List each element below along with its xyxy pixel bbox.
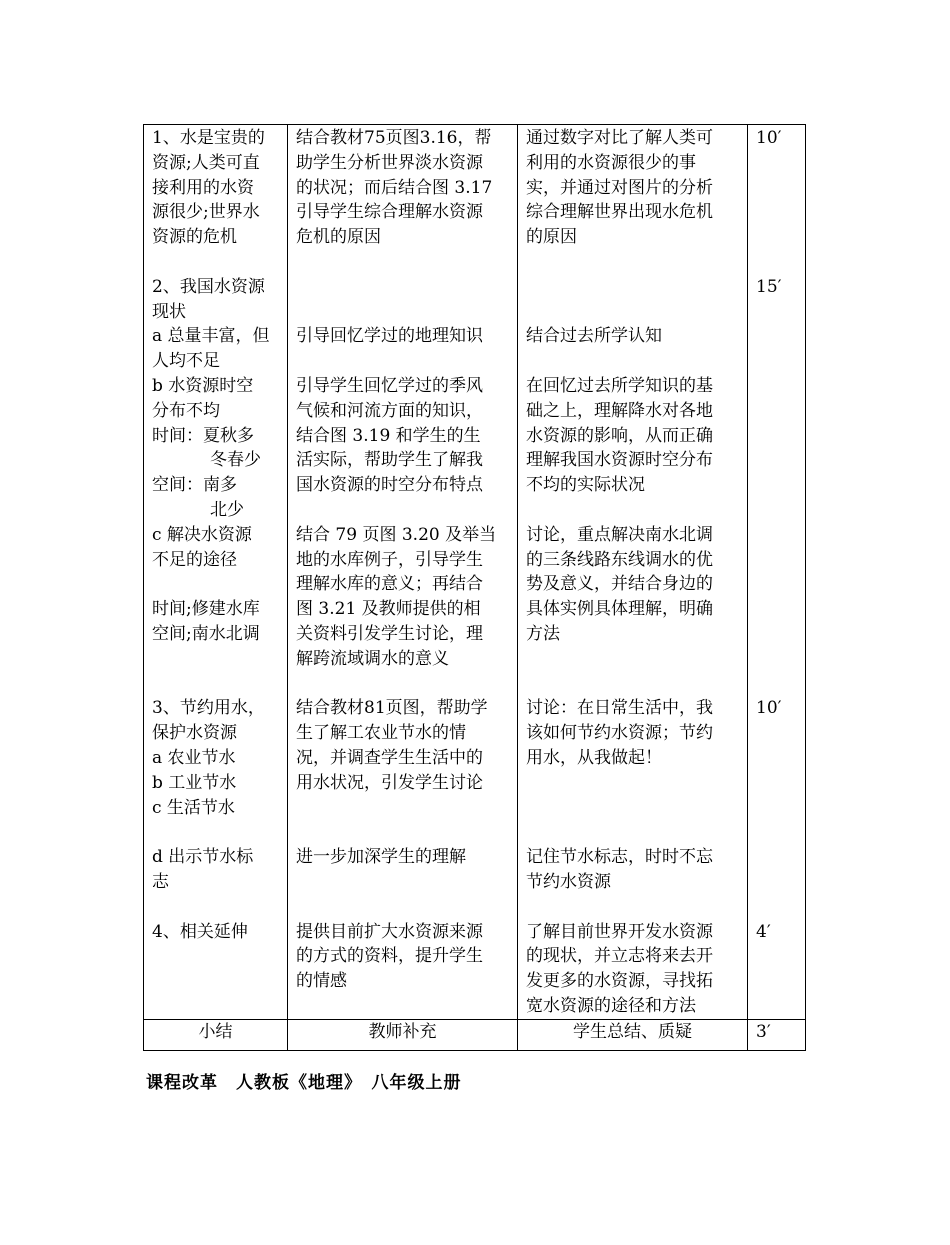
cell-line: 引导学生综合理解水资源 — [296, 202, 483, 223]
cell-line: 空间：南多 — [152, 475, 237, 496]
cell-line — [756, 349, 797, 374]
summary-time: 3′ — [748, 1019, 806, 1050]
cell-line — [756, 200, 797, 225]
cell-line: 生了解工农业节水的情 — [296, 723, 466, 744]
cell-line — [756, 820, 797, 845]
cell-line — [296, 300, 509, 325]
cell-line: 3、节约用水， — [152, 698, 265, 719]
cell-line: 15′ — [756, 276, 782, 297]
student-summary: 学生总结、质疑 — [518, 1019, 748, 1050]
cell-line: 的情感 — [296, 971, 347, 992]
cell-line: 结合 79 页图 3.20 及举当 — [296, 524, 497, 545]
cell-line — [756, 250, 797, 275]
cell-line: 理解水库的意义；再结合 — [296, 574, 483, 595]
table-row — [144, 125, 806, 1020]
cell-line — [526, 300, 739, 325]
footer-course-title: 课程改革 人教板《地理》 八年级上册 — [146, 1073, 462, 1093]
cell-line: 地的水库例子，引导学生 — [296, 549, 483, 570]
cell-line — [756, 597, 797, 622]
cell-line: 志 — [152, 871, 169, 892]
cell-line: 方法 — [526, 623, 560, 644]
cell-line: 接利用的水资 — [152, 177, 254, 198]
cell-line: 的三条线路东线调水的优 — [526, 549, 713, 570]
cell-line: 气候和河流方面的知识， — [296, 400, 483, 421]
cell-line: 助学生分析世界淡水资源 — [296, 152, 483, 173]
cell-line: 讨论，重点解决南水北调 — [526, 524, 713, 545]
cell-line — [152, 572, 279, 597]
summary-row — [144, 1019, 806, 1050]
cell-line — [526, 349, 739, 374]
cell-line — [756, 399, 797, 424]
cell-line: 引导学生回忆学过的季风 — [296, 375, 483, 396]
cell-line — [296, 275, 509, 300]
cell-line: 空间;南水北调 — [152, 623, 260, 644]
cell-line: 宽水资源的途径和方法 — [526, 995, 696, 1016]
cell-line — [756, 647, 797, 672]
cell-line: 结合教材75页图3.16，帮 — [296, 128, 492, 148]
cell-line — [152, 250, 279, 275]
cell-line — [296, 820, 509, 845]
cell-line — [756, 448, 797, 473]
cell-line: 冬春少 — [210, 450, 261, 471]
cell-line — [756, 870, 797, 895]
cell-line — [296, 796, 509, 821]
cell-line: 10′ — [756, 128, 782, 148]
cell-line — [756, 845, 797, 870]
cell-line: 础之上，理解降水对各地 — [526, 400, 713, 421]
cell-line — [756, 771, 797, 796]
cell-line — [526, 771, 739, 796]
cell-line: 通过数字对比了解人类可 — [526, 128, 713, 148]
cell-line — [756, 498, 797, 523]
cell-line — [756, 895, 797, 920]
cell-line: a 总量丰富，但 — [152, 326, 270, 347]
cell-line — [526, 672, 739, 697]
cell-line: c 解决水资源 — [152, 524, 252, 545]
cell-line: 用水状况，引发学生讨论 — [296, 772, 483, 793]
cell-line: 分布不均 — [152, 400, 220, 421]
cell-line: 利用的水资源很少的事 — [526, 152, 696, 173]
cell-line: b 工业节水 — [152, 772, 237, 793]
cell-line: 引导回忆学过的地理知识 — [296, 326, 483, 347]
teacher-activity-column — [288, 125, 518, 1020]
cell-line: 现状 — [152, 301, 186, 322]
cell-line: 国水资源的时空分布特点 — [296, 475, 483, 496]
cell-line — [526, 250, 739, 275]
cell-line: 综合理解世界出现水危机 — [526, 202, 713, 223]
cell-line: 提供目前扩大水资源来源 — [296, 921, 483, 942]
cell-line — [756, 151, 797, 176]
cell-line — [756, 374, 797, 399]
time-column — [748, 125, 806, 1020]
cell-line: 活实际，帮助学生了解我 — [296, 450, 483, 471]
cell-line: 时间;修建水库 — [152, 599, 260, 620]
cell-line: 2、我国水资源 — [152, 276, 265, 297]
cell-line: 理解我国水资源时空分布 — [526, 450, 713, 471]
cell-line — [756, 622, 797, 647]
student-activity-column — [518, 125, 748, 1020]
lesson-plan-table — [143, 124, 806, 1051]
cell-line — [756, 672, 797, 697]
cell-line: 资源;人类可直 — [152, 152, 260, 173]
cell-line — [296, 349, 509, 374]
cell-line: 人均不足 — [152, 351, 220, 372]
cell-line: 危机的原因 — [296, 227, 381, 248]
cell-line: 了解目前世界开发水资源 — [526, 921, 713, 942]
cell-line: 保护水资源 — [152, 723, 237, 744]
cell-line — [526, 647, 739, 672]
teacher-supplement: 教师补充 — [288, 1019, 518, 1050]
cell-line — [152, 647, 279, 672]
cell-line — [152, 895, 279, 920]
cell-line — [526, 796, 739, 821]
cell-line: 势及意义，并结合身边的 — [526, 574, 713, 595]
cell-line: 记住节水标志，时时不忘 — [526, 847, 713, 868]
cell-line: c 生活节水 — [152, 797, 235, 818]
cell-line — [296, 250, 509, 275]
cell-line — [756, 176, 797, 201]
cell-line: 的现状，并立志将来去开 — [526, 946, 713, 967]
cell-line: 讨论：在日常生活中，我 — [526, 698, 713, 719]
cell-line — [296, 498, 509, 523]
cell-line: 况，并调查学生生活中的 — [296, 747, 483, 768]
cell-line: 用水，从我做起！ — [526, 747, 662, 768]
cell-line: 进一步加深学生的理解 — [296, 847, 466, 868]
cell-line: 在回忆过去所学知识的基 — [526, 375, 713, 396]
cell-line: 结合图 3.19 和学生的生 — [296, 425, 481, 446]
cell-line: 不均的实际状况 — [526, 475, 645, 496]
summary-label: 小结 — [144, 1019, 288, 1050]
cell-line: 节约水资源 — [526, 871, 611, 892]
cell-line — [756, 523, 797, 548]
cell-line: 实，并通过对图片的分析 — [526, 177, 713, 198]
cell-line — [526, 895, 739, 920]
cell-line — [756, 746, 797, 771]
cell-line: 的方式的资料，提升学生 — [296, 946, 483, 967]
cell-line — [756, 548, 797, 573]
cell-line — [756, 424, 797, 449]
cell-line: 源很少;世界水 — [152, 202, 260, 223]
cell-line — [756, 796, 797, 821]
cell-line: 1、水是宝贵的 — [152, 128, 265, 148]
cell-line — [152, 820, 279, 845]
cell-line — [756, 473, 797, 498]
cell-line: 关资料引发学生讨论，理 — [296, 623, 483, 644]
cell-line: 不足的途径 — [152, 549, 237, 570]
cell-line: 4、相关延伸 — [152, 921, 248, 942]
cell-line: 水资源的影响，从而正确 — [526, 425, 713, 446]
cell-line — [756, 225, 797, 250]
cell-line — [756, 324, 797, 349]
cell-line: 解跨流域调水的意义 — [296, 648, 449, 669]
cell-line — [526, 275, 739, 300]
cell-line: b 水资源时空 — [152, 375, 254, 396]
cell-line — [756, 721, 797, 746]
cell-line: 10′ — [756, 698, 782, 719]
cell-line — [296, 672, 509, 697]
cell-line: 时间：夏秋多 — [152, 425, 254, 446]
cell-line: 结合过去所学认知 — [526, 326, 662, 347]
cell-line: d 出示节水标 — [152, 847, 254, 868]
cell-line: 的原因 — [526, 227, 577, 248]
cell-line — [526, 498, 739, 523]
cell-line — [152, 672, 279, 697]
cell-line: 具体实例具体理解，明确 — [526, 599, 713, 620]
cell-line: 该如何节约水资源；节约 — [526, 723, 713, 744]
cell-line: 4′ — [756, 921, 771, 942]
cell-line: 的状况；而后结合图 3.17 — [296, 177, 493, 198]
cell-line: a 农业节水 — [152, 747, 236, 768]
cell-line: 结合教材81页图，帮助学 — [296, 698, 488, 719]
cell-line: 图 3.21 及教师提供的相 — [296, 599, 481, 620]
cell-line — [756, 300, 797, 325]
cell-line: 发更多的水资源，寻找拓 — [526, 971, 713, 992]
cell-line — [296, 895, 509, 920]
cell-line — [756, 572, 797, 597]
cell-line: 北少 — [210, 499, 244, 520]
content-column — [144, 125, 288, 1020]
cell-line — [526, 820, 739, 845]
cell-line: 资源的危机 — [152, 227, 237, 248]
cell-line — [296, 870, 509, 895]
